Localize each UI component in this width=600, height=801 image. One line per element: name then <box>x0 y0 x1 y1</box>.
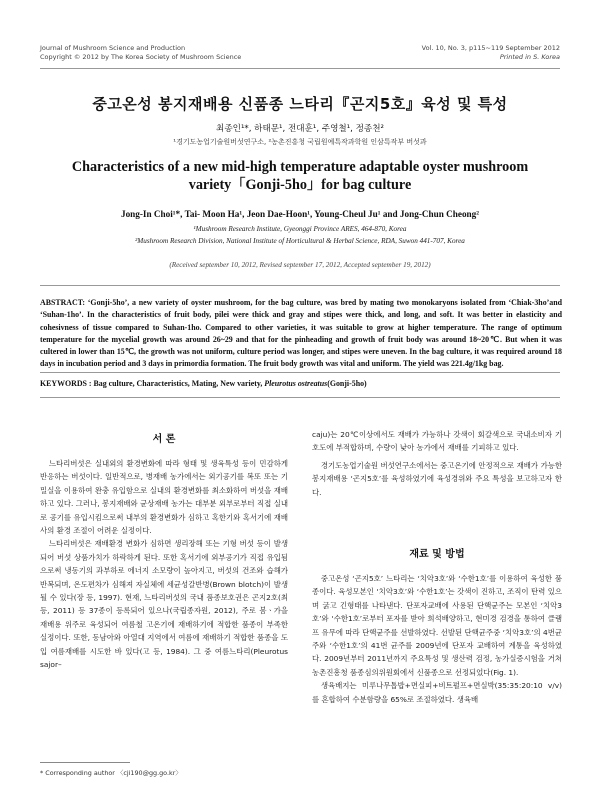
authors-korean: 최종인¹*, 하태문¹, 전대훈¹, 주영철¹, 정종천² <box>216 124 384 134</box>
received-dates: (Received september 10, 2012, Revised september 17, 2012, Accepted september 19, 2012) <box>169 261 431 269</box>
intro-paragraph-3: caju)는 20℃이상에서도 재배가 가능하나 갓색이 회갈색으로 국내소비자 기호도에 부적합하며, 수량이 낮아 농가에서 재배를 기피하고 있다. <box>312 430 562 453</box>
right-column-top <box>312 428 562 499</box>
methods-paragraph-2: 생육배지는 미루나무톱밥+면실피+비트펄프+면실박(35:35:20:10 v/v)를 혼합하여 수분함량을 65%로 조절하였다. 생육배 <box>312 681 562 704</box>
affiliation-english-2: ²Mushroom Research Division, National Institute of Horticultural & Herbal Science, RDA, Suwon 441-707, Korea <box>135 237 465 245</box>
keywords-species: Pleurotus ostreatus <box>264 379 328 388</box>
keywords <box>40 379 562 388</box>
issue-header <box>422 44 560 62</box>
abstract-bottom-rule <box>40 372 560 373</box>
footnote-rule <box>40 762 130 763</box>
keywords-tail: (Gonji-5ho) <box>327 379 367 388</box>
header-rule <box>40 68 560 69</box>
methods-paragraph-1: 중고온성 ‘곤지5호’ 느타리는 ‘치악3호’와 ‘수한1호’를 이용하여 육성한 품종이다. 육성모본인 ‘치악3호’와 ‘수한1호’는 갓색이 진하고, 조직이 탄력 있으며 굵고 긴형태를 나타낸다. 단포자교배에 사용된 단핵균주는 모본인 ‘치악3호’와 ‘수한1호’로부터 포자를 받아 희석배양하고, 현미경 검경을 통하여 클램프 유무에 따라 단핵균주를 선발하였다. 선발된 단핵균주중 ‘치악3호’의 4번균주와 ‘수한1호’의 41번 균주를 2009년에 단포자 교배하여 계통을 육성하였다. 2009년부터 2011년까지 주요특성 및 생산력 검정, 농가실증시험을 거쳐 농촌진흥청 품종심의위원회에서 신품종으로 선정되었다(Fig. 1). <box>312 574 562 677</box>
keywords-text: Bag culture, Characteristics, Mating, New variety, <box>93 379 265 388</box>
intro-heading: 서 론 <box>152 434 176 445</box>
printed-line: Printed in S. Korea <box>499 53 560 61</box>
volume-line: Vol. 10, No. 3, p115~119 September 2012 <box>421 44 560 52</box>
affiliation-korean: ¹경기도농업기술원버섯연구소, ²농촌진흥청 국립원예특작과학원 인삼특작부 버섯과 <box>173 138 427 146</box>
intro-paragraph-4: 경기도농업기술원 버섯연구소에서는 중고온기에 안정적으로 재배가 가능한 봉지재배용 ‘곤지5호’를 육성하였기에 육성경위와 주요 특성을 보고하고자 한다. <box>312 460 562 497</box>
journal-header <box>40 44 241 62</box>
journal-name: Journal of Mushroom Science and Production <box>40 44 186 52</box>
affiliation-english-1: ¹Mushroom Research Institute, Gyeonggi Province ARES, 464-870, Korea <box>193 225 407 233</box>
intro-paragraph-2: 느타리버섯은 재배환경 변화가 심하면 생리장해 또는 기형 버섯 등이 발생되어 버섯 상품가치가 하락하게 된다. 또한 혹서기에 외부공기가 직접 유입됨으로써 냉동기의 과부하로 에너지 소모량이 높아지고, 버섯의 건조와 습해가 반복되며, 온도편차가 심해져 자실체에 세균성갈반병(Brown blotch)이 발생될 수 있다(장 등, 1997). 현재, 느타리버섯의 국내 품종보호권은 곤지2호(최 등, 2011) 등 37종이 등록되어 있으나(국립종자원, 2012), 주로 봄ㆍ가을 재배용 위주로 육성되어 여름철 고온기에 재배하기에 적합한 품종이 부족한 실정이다. 또한, 동남아와 아열대 지역에서 여름에 재배하기 적합한 품종을 도입 여름재배를 시도한 바 있다(고 등, 1984). 그 중 여름느타리(Pleurotus sajor– <box>40 539 288 670</box>
keywords-rule <box>40 397 560 398</box>
title-en-line-1: Characteristics of a new mid-high temperature adaptable oyster mushroom <box>71 159 529 175</box>
paper-title-english <box>60 158 540 194</box>
title-en-line-2: variety「Gonji-5ho」for bag culture <box>188 177 412 193</box>
copyright-line: Copyright © 2012 by The Korea Society of Mushroom Science <box>40 53 242 61</box>
abstract-top-rule <box>40 285 560 286</box>
intro-paragraph-1: 느타리버섯은 실내외의 환경변화에 따라 형태 및 생육특성 등이 민감하게 반응하는 버섯이다. 일반적으로, 병재배 농가에서는 외기공기를 복또 또는 기밀실을 이용하여 완충 유입함으로 실내의 환경변화를 최소화하여 버섯을 재배하고 있다. 그러나, 봉지재배와 균상재배 농가는 대부분 외부로부터 직접 실내로 공기를 유입시킴으로써 내부의 환경변화가 심하고 혹한기와 혹서기에 재배사의 환경 조절이 어려운 실정이다. <box>40 459 288 536</box>
methods-heading: 재료 및 방법 <box>409 549 465 560</box>
keywords-label: KEYWORDS : <box>40 379 94 388</box>
right-column-bottom <box>312 572 562 706</box>
left-column <box>40 457 288 672</box>
paper-title-korean: 중고온성 봉지재배용 신품종 느타리『곤지5호』육성 및 특성 <box>92 95 508 113</box>
authors-english: Jong-In Choi¹*, Tai- Moon Ha¹, Jeon Dae-Hoon¹, Young-Cheul Ju¹ and Jong-Chun Cheong² <box>120 209 480 219</box>
abstract: ABSTRACT: ‘Gonji-5ho’, a new variety of oyster mushroom, for the bag culture, was bred by mating two monokaryons isolated from ‘Chiak-3ho’and ‘Suhan-1ho’. In the characteristics of fruit body, pilei were thick and gray and stipes were thick, and long, and soft. It was better in elasticity and cohesivness of tissue compared to Suhan-1ho. Compared to other varieties, it was suitable to grow at higher temperature. The range of optimum temperature for the mycelial growth was around 26~29 and that for the pinheading and growth of fruit body was around 18~20℃. But when it was cultered in lower than 15℃, the growth was not uniform, culture period was longer, and stipes were uneven. In the bag culture, it was required around 18 days in incubation period and 3 days in primordia formation. The fruit body growth was vital and uniform. The yield was 221.4g/1kg bag. <box>40 298 562 369</box>
corresponding-author-footnote: * Corresponding author 〈cji190@gg.go.kr〉 <box>40 769 182 777</box>
